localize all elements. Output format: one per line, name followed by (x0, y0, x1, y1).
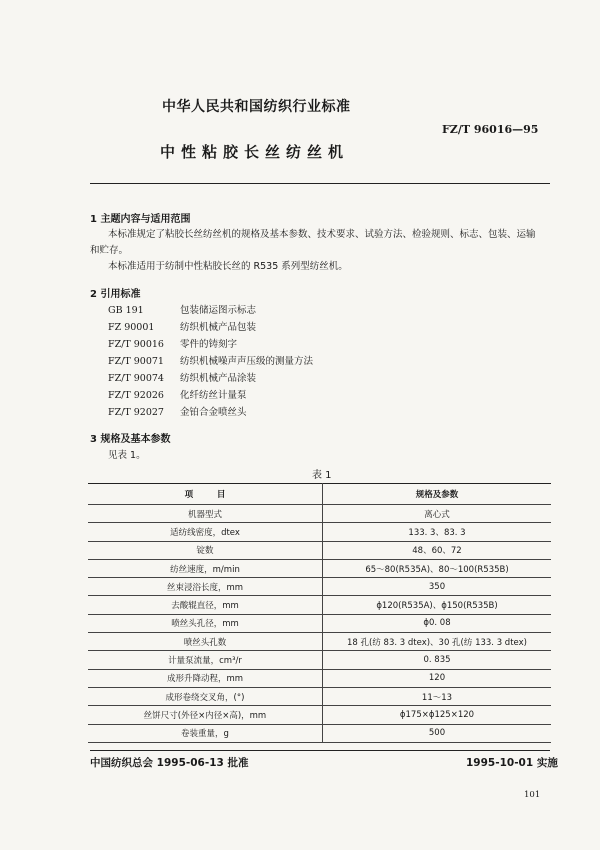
header-divider (90, 183, 550, 184)
table-row (88, 669, 551, 687)
table-row (88, 559, 551, 577)
section-1-paragraph-2: 本标准适用于纺制中性粘胶长丝的 R535 系列型纺丝机。 (108, 261, 348, 272)
table-cell-item: 丝饼尺寸(外径×内径×高)，mm (88, 706, 323, 724)
table-cell-value: 133. 3、83. 3 (323, 523, 552, 541)
reference-item (108, 354, 313, 370)
reference-title: 纺织机械产品包装 (180, 322, 257, 333)
table-row (88, 523, 551, 541)
reference-item (108, 371, 256, 387)
standard-category-title: 中华人民共和国纺织行业标准 (162, 99, 351, 115)
table-cell-value: 120 (323, 669, 552, 687)
spec-table (88, 483, 551, 743)
table-row (88, 724, 551, 742)
table-cell-value: 0. 835 (323, 651, 552, 669)
reference-item (108, 320, 256, 336)
table-cell-value: 离心式 (323, 505, 552, 523)
table-caption: 表 1 (312, 470, 332, 481)
section-1-heading: 1 主题内容与适用范围 (90, 214, 191, 225)
implementation-date: 1995-10-01 实施 (466, 757, 558, 769)
table-header-value: 规格及参数 (323, 484, 552, 505)
reference-code: FZ/T 90074 (108, 373, 164, 384)
table-row (88, 706, 551, 724)
reference-title: 化纤纺丝计量泵 (180, 390, 247, 401)
section-1-paragraph-1-cont: 和贮存。 (90, 245, 129, 256)
table-cell-value: ϕ175×ϕ125×120 (323, 706, 552, 724)
table-row (88, 614, 551, 632)
table-cell-value: 48、60、72 (323, 541, 552, 559)
table-cell-item: 卷装重量，g (88, 724, 323, 742)
approval-line: 中国纺织总会 1995-06-13 批准 (90, 757, 249, 769)
table-row (88, 596, 551, 614)
document-title: 中性粘胶长丝纺丝机 (160, 143, 350, 161)
reference-code: GB 191 (108, 305, 144, 316)
table-cell-value: 500 (323, 724, 552, 742)
table-cell-value: ϕ0. 08 (323, 614, 552, 632)
reference-title: 纺织机械产品涂装 (180, 373, 257, 384)
table-row (88, 541, 551, 559)
table-cell-item: 喷丝头孔径，mm (88, 614, 323, 632)
table-cell-value: ϕ120(R535A)、ϕ150(R535B) (323, 596, 552, 614)
table-row (88, 633, 551, 651)
reference-code: FZ/T 92027 (108, 407, 164, 418)
table-cell-item: 机器型式 (88, 505, 323, 523)
reference-item (108, 388, 247, 404)
reference-code: FZ/T 90016 (108, 339, 164, 350)
table-row (88, 651, 551, 669)
table-cell-item: 适纺线密度，dtex (88, 523, 323, 541)
reference-item (108, 405, 247, 421)
table-header-row (88, 484, 551, 505)
table-cell-value: 350 (323, 578, 552, 596)
section-3-heading: 3 规格及基本参数 (90, 434, 171, 445)
reference-code: FZ 90001 (108, 322, 155, 333)
reference-code: FZ/T 90071 (108, 356, 164, 367)
table-cell-item: 纺丝速度，m/min (88, 559, 323, 577)
table-cell-value: 65～80(R535A)、80～100(R535B) (323, 559, 552, 577)
standard-number: FZ/T 96016—95 (442, 123, 539, 136)
table-cell-item: 计量泵流量，cm³/r (88, 651, 323, 669)
reference-title: 纺织机械噪声声压级的测量方法 (180, 356, 314, 367)
reference-item (108, 337, 237, 353)
table-cell-item: 去酸辊直径，mm (88, 596, 323, 614)
table-cell-item: 成形卷绕交叉角，(°) (88, 687, 323, 705)
reference-title: 包装储运图示标志 (180, 305, 257, 316)
reference-title: 金铂合金喷丝头 (180, 407, 247, 418)
table-cell-value: 18 孔(纺 83. 3 dtex)、30 孔(纺 133. 3 dtex) (323, 633, 552, 651)
section-3-paragraph: 见表 1。 (108, 450, 146, 461)
table-cell-value: 11～13 (323, 687, 552, 705)
table-cell-item: 锭数 (88, 541, 323, 559)
table-cell-item: 丝束浸浴长度，mm (88, 578, 323, 596)
table-row (88, 687, 551, 705)
reference-item (108, 303, 256, 319)
table-cell-item: 喷丝头孔数 (88, 633, 323, 651)
table-header-item: 项 目 (88, 484, 323, 505)
table-cell-item: 成形升降动程，mm (88, 669, 323, 687)
table-row (88, 505, 551, 523)
page-number: 101 (524, 790, 541, 800)
table-row (88, 578, 551, 596)
footer-divider (90, 750, 550, 751)
section-2-heading: 2 引用标准 (90, 289, 141, 300)
reference-code: FZ/T 92026 (108, 390, 164, 401)
reference-title: 零件的铸刻字 (180, 339, 238, 350)
section-1-paragraph-1: 本标准规定了粘胶长丝纺丝机的规格及基本参数、技术要求、试验方法、检验规则、标志、包装、运输 (108, 229, 536, 240)
